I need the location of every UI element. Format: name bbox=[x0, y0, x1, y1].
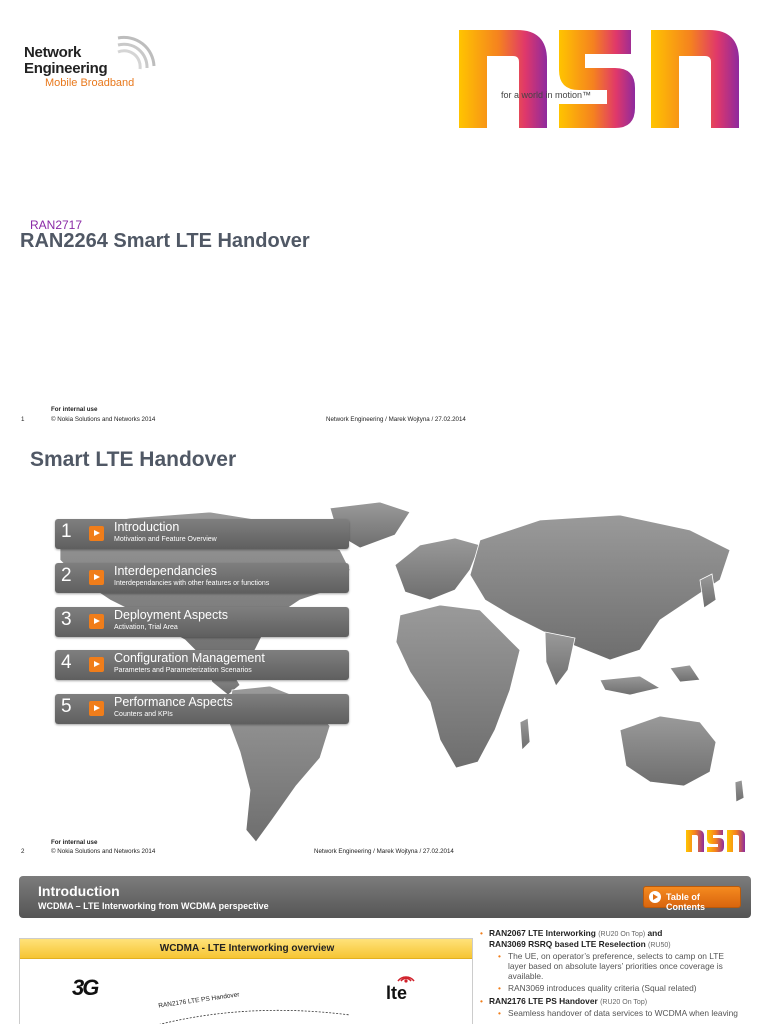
agenda-number: 5 bbox=[61, 696, 72, 717]
agenda-title: Introduction bbox=[114, 520, 180, 534]
interworking-overview-diagram bbox=[19, 938, 473, 1024]
section-header bbox=[19, 876, 751, 918]
introduction-slide bbox=[0, 862, 768, 1024]
nsn-tagline: for a world in motion™ bbox=[501, 90, 592, 100]
nsn-logo bbox=[455, 22, 747, 130]
play-icon bbox=[89, 526, 104, 541]
handover-label: RAN2176 LTE PS Handover bbox=[157, 991, 240, 1010]
bullet-ran3069 bbox=[489, 939, 671, 949]
play-icon bbox=[89, 614, 104, 629]
bullet-and: and bbox=[647, 928, 663, 938]
footer-author: Network Engineering / Marek Wojtyna / 27.02.2014 bbox=[326, 416, 466, 423]
agenda-title: Deployment Aspects bbox=[114, 608, 228, 622]
agenda-item-introduction[interactable] bbox=[55, 519, 349, 549]
sub-bullet-text: Seamless handover of data services to WCDMA when leaving bbox=[508, 1008, 738, 1018]
sub-bullet-text: The UE, on operator’s preference, selects to camp on LTE bbox=[508, 951, 724, 961]
arrow-right-icon bbox=[649, 891, 661, 903]
bullet-title: RAN2176 LTE PS Handover bbox=[489, 996, 598, 1006]
slide-title: Smart LTE Handover bbox=[30, 448, 237, 471]
agenda-subtitle: Parameters and Parameterization Scenarios bbox=[114, 667, 252, 674]
bullet-tag: (RU20 On Top) bbox=[598, 931, 646, 938]
sub-bullet: • RAN3069 introduces quality criteria (Squal related) bbox=[498, 983, 697, 993]
logo-text-mobile-broadband: Mobile Broadband bbox=[45, 77, 135, 89]
agenda-number: 1 bbox=[61, 521, 72, 542]
nsn-wordmark bbox=[455, 22, 747, 130]
slide-number: 2 bbox=[21, 848, 25, 855]
logo-text-engineering: Engineering bbox=[24, 60, 108, 77]
bullet-ran2176: • RAN2176 LTE PS Handover (RU20 On Top) bbox=[480, 996, 648, 1006]
agenda-slide bbox=[0, 430, 768, 862]
sub-bullet: • The UE, on operator’s preference, selects to camp on LTE bbox=[498, 951, 724, 961]
agenda-title: Interdependancies bbox=[114, 564, 217, 578]
title-slide bbox=[0, 0, 768, 430]
agenda-number: 2 bbox=[61, 565, 72, 586]
agenda-title: Configuration Management bbox=[114, 651, 265, 665]
feature-code: RAN2717 bbox=[30, 218, 83, 232]
agenda-item-configuration-management[interactable] bbox=[55, 650, 349, 680]
bullet-ran2067: • RAN2067 LTE Interworking (RU20 On Top) and bbox=[480, 928, 663, 938]
slide-number: 1 bbox=[21, 416, 25, 423]
agenda-number: 4 bbox=[61, 652, 72, 673]
sub-bullet-text: available. bbox=[508, 971, 544, 981]
bullet-title: RAN2067 LTE Interworking bbox=[489, 928, 596, 938]
agenda-title: Performance Aspects bbox=[114, 695, 233, 709]
sub-bullet: • Seamless handover of data services to WCDMA when leaving bbox=[498, 1008, 738, 1018]
bullet-tag: (RU50) bbox=[648, 942, 671, 949]
toc-button-label: Table of Contents bbox=[666, 892, 705, 912]
sub-bullet-cont bbox=[508, 961, 723, 971]
footer-author: Network Engineering / Marek Wojtyna / 27.02.2014 bbox=[314, 848, 454, 855]
agenda-item-performance-aspects[interactable] bbox=[55, 694, 349, 724]
slide-title: RAN2264 Smart LTE Handover bbox=[20, 230, 310, 252]
overview-title: WCDMA - LTE Interworking overview bbox=[20, 939, 473, 959]
footer-copyright: © Nokia Solutions and Networks 2014 bbox=[51, 848, 156, 855]
table-of-contents-button[interactable] bbox=[643, 886, 741, 912]
agenda-subtitle: Interdependancies with other features or functions bbox=[114, 580, 270, 587]
3g-logo: 3G bbox=[72, 975, 98, 1000]
handover-arrow bbox=[20, 939, 473, 1024]
agenda-item-deployment-aspects[interactable] bbox=[55, 607, 349, 637]
agenda-subtitle: Motivation and Feature Overview bbox=[114, 536, 217, 543]
section-subtitle: WCDMA – LTE Interworking from WCDMA perspective bbox=[38, 901, 269, 911]
agenda-number: 3 bbox=[61, 609, 72, 630]
bullet-tag: (RU20 On Top) bbox=[600, 999, 648, 1006]
play-icon bbox=[89, 657, 104, 672]
bullet-title: RAN3069 RSRQ based LTE Reselection bbox=[489, 939, 646, 949]
footer-copyright: © Nokia Solutions and Networks 2014 bbox=[51, 416, 156, 423]
network-engineering-logo bbox=[22, 32, 152, 92]
signal-waves-icon bbox=[114, 32, 158, 72]
play-icon bbox=[89, 701, 104, 716]
play-icon bbox=[89, 570, 104, 585]
footer-internal: For internal use bbox=[51, 406, 98, 413]
sub-bullet-cont bbox=[508, 971, 543, 981]
agenda-subtitle: Counters and KPIs bbox=[114, 711, 173, 718]
footer-internal: For internal use bbox=[51, 839, 98, 846]
sub-bullet-text: RAN3069 introduces quality criteria (Squal related) bbox=[508, 983, 697, 993]
nsn-small-logo bbox=[685, 826, 747, 854]
agenda-subtitle: Activation, Trial Area bbox=[114, 624, 178, 631]
sub-bullet-text: layer based on absolute layers’ priorities once coverage is bbox=[508, 961, 723, 971]
logo-text-network: Network bbox=[24, 44, 82, 61]
lte-logo: lte bbox=[386, 983, 408, 1003]
agenda-item-interdependancies[interactable] bbox=[55, 563, 349, 593]
section-title: Introduction bbox=[38, 883, 120, 899]
